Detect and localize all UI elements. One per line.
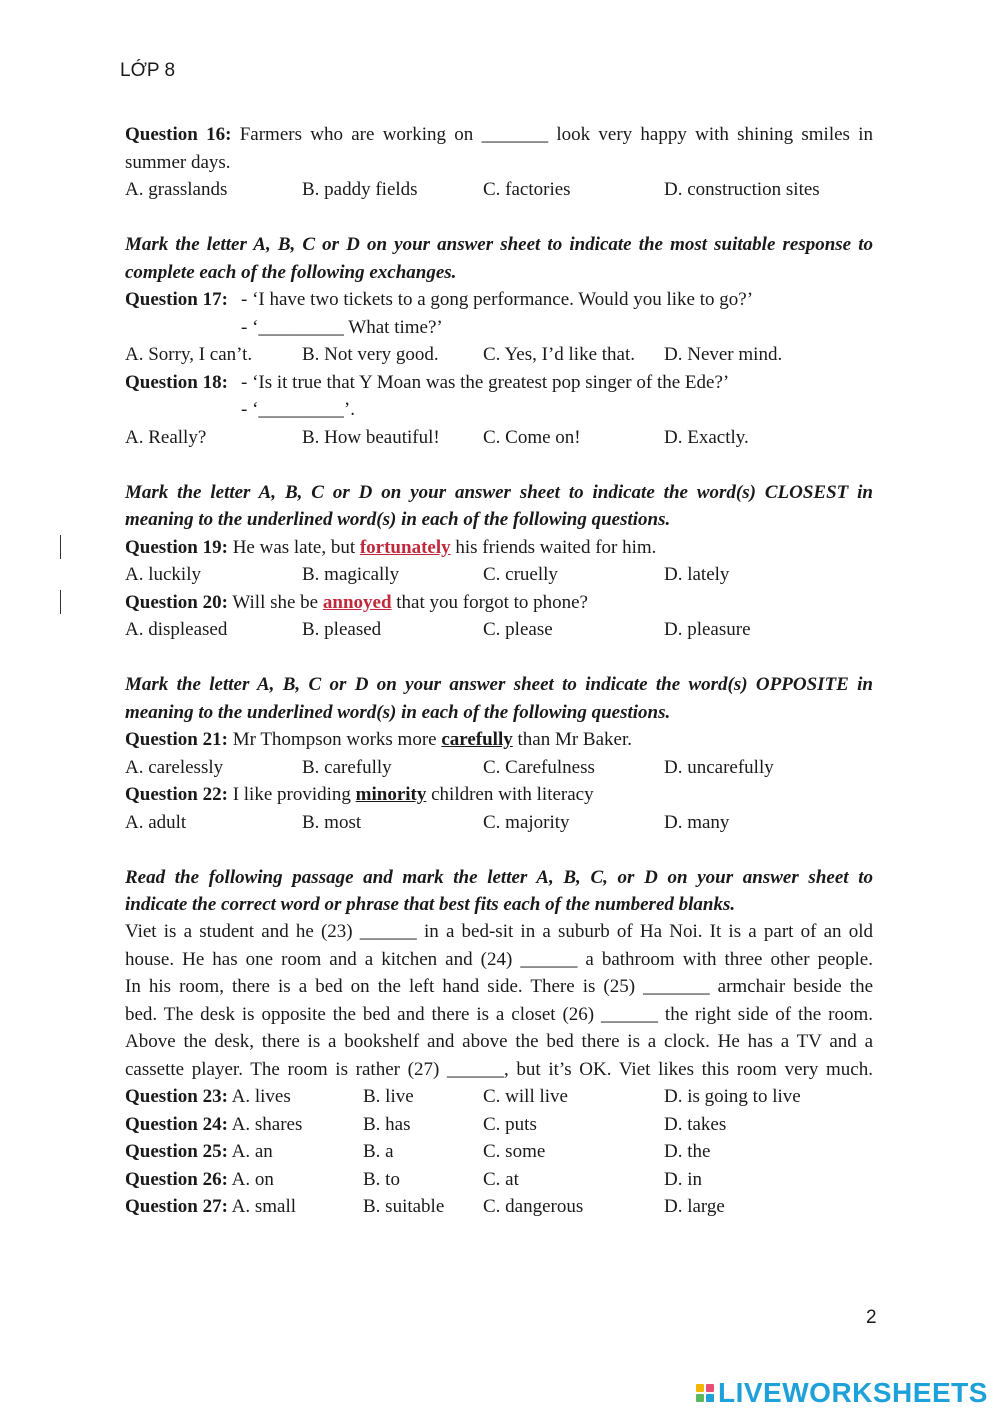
dialogue-line: - ‘_________’. (241, 399, 355, 420)
question-label: Question 18: (125, 372, 228, 393)
question-label: Question 17: (125, 289, 228, 310)
option-c: C. Yes, I’d like that. (483, 344, 635, 365)
question-text: Will she be (227, 592, 323, 613)
option-c: C. Come on! (483, 427, 581, 448)
question-label: Question 27: (125, 1196, 228, 1217)
question-27 (125, 1195, 873, 1219)
dialogue-row (125, 316, 873, 340)
options-row (125, 618, 873, 642)
option-a: A. adult (125, 812, 187, 833)
option-d: D. construction sites (664, 179, 820, 200)
question-16 (125, 123, 873, 147)
option-c: C. factories (483, 179, 571, 200)
option-c: C. at (483, 1169, 519, 1190)
brand-name: LIVEWORKSHEETS (718, 1377, 988, 1408)
option-a: A. luckily (125, 564, 201, 585)
option-d: D. the (664, 1141, 711, 1162)
option-d: D. in (664, 1169, 702, 1190)
question-17 (125, 288, 873, 312)
question-text: I like providing (227, 784, 356, 805)
option-c: C. Carefulness (483, 757, 595, 778)
dialogue-line: - ‘_________ What time?’ (241, 317, 443, 338)
underlined-word: carefully (441, 729, 513, 750)
instruction: Mark the letter A, B, C or D on your answer sheet to indicate the most suitable response to (125, 234, 873, 255)
dialogue-line: - ‘Is it true that Y Moan was the greatest pop singer of the Ede?’ (241, 372, 730, 393)
option-a: A. on (227, 1169, 274, 1190)
option-b: B. carefully (302, 757, 392, 778)
dialogue-line: - ‘I have two tickets to a gong performance. Would you like to go?’ (241, 289, 754, 310)
options-row (125, 426, 873, 450)
option-a: A. an (227, 1141, 273, 1162)
passage-line: house. He has one room and a kitchen and (24) ______ a bathroom with three other people. (125, 949, 873, 970)
passage-line: Viet is a student and he (23) ______ in a bed-sit in a suburb of Ha Noi. It is a part of an old (125, 921, 873, 942)
underlined-word: annoyed (322, 592, 392, 613)
question-label: Question 19: (125, 537, 228, 558)
question-20 (125, 591, 588, 615)
question-label: Question 21: (125, 729, 228, 750)
change-bar (60, 590, 61, 614)
question-18 (125, 371, 873, 395)
options-row (125, 756, 873, 780)
option-b: B. magically (302, 564, 400, 585)
instruction-cont: meaning to the underlined word(s) in each of the following questions. (125, 702, 671, 723)
question-25 (125, 1140, 873, 1164)
option-b: B. live (363, 1086, 414, 1107)
question-label: Question 22: (125, 784, 228, 805)
question-26 (125, 1168, 873, 1192)
instruction-cont: complete each of the following exchanges. (125, 262, 457, 283)
option-d: D. lately (664, 564, 730, 585)
option-b: B. paddy fields (302, 179, 418, 200)
option-d: D. Never mind. (664, 344, 783, 365)
question-text: Mr Thompson works more (227, 729, 442, 750)
option-c: C. will live (483, 1086, 568, 1107)
logo-square (696, 1394, 704, 1402)
option-d: D. takes (664, 1114, 727, 1135)
instruction: Read the following passage and mark the letter A, B, C, or D on your answer sheet to (125, 867, 873, 888)
option-c: C. cruelly (483, 564, 558, 585)
passage-line: bed. The desk is opposite the bed and there is a closet (26) ______ the right side of the room. (125, 1004, 873, 1025)
option-c: C. dangerous (483, 1196, 584, 1217)
question-text: his friends waited for him. (450, 537, 657, 558)
option-a: A. Really? (125, 427, 207, 448)
underlined-word: fortunately (359, 537, 451, 558)
option-a: A. lives (227, 1086, 291, 1107)
option-c: C. puts (483, 1114, 537, 1135)
instruction-cont: meaning to the underlined word(s) in each of the following questions. (125, 509, 671, 530)
logo-square (706, 1394, 714, 1402)
liveworksheets-logo[interactable] (696, 1376, 988, 1410)
options-row (125, 563, 873, 587)
question-23 (125, 1085, 873, 1109)
option-b: B. has (363, 1114, 411, 1135)
question-21 (125, 728, 632, 752)
option-a: A. carelessly (125, 757, 224, 778)
page-number: 2 (866, 1307, 877, 1328)
question-24 (125, 1113, 873, 1137)
option-b: B. to (363, 1169, 400, 1190)
change-bar (60, 535, 61, 559)
option-a: A. grasslands (125, 179, 228, 200)
passage-line: In his room, there is a bed on the left hand side. There is (25) _______ armchair beside the (125, 976, 873, 997)
logo-square (706, 1384, 714, 1392)
option-a: A. displeased (125, 619, 228, 640)
question-text: He was late, but (227, 537, 360, 558)
option-d: D. Exactly. (664, 427, 749, 448)
question-19 (125, 536, 656, 560)
question-text: than Mr Baker. (512, 729, 633, 750)
passage-line: Above the desk, there is a bookshelf and above the bed there is a clock. He has a TV and a (125, 1031, 873, 1052)
option-d: D. many (664, 812, 730, 833)
option-d: D. pleasure (664, 619, 751, 640)
option-d: D. is going to live (664, 1086, 801, 1107)
question-22 (125, 783, 594, 807)
option-a: A. Sorry, I can’t. (125, 344, 253, 365)
question-label: Question 23: (125, 1086, 228, 1107)
options-row (125, 178, 873, 202)
option-b: B. pleased (302, 619, 382, 640)
logo-square (696, 1384, 704, 1392)
instruction: Mark the letter A, B, C or D on your answer sheet to indicate the word(s) CLOSEST in (125, 482, 873, 503)
instruction-cont: indicate the correct word or phrase that best fits each of the numbered blanks. (125, 894, 736, 915)
question-text: that you forgot to phone? (391, 592, 588, 613)
option-b: B. suitable (363, 1196, 445, 1217)
option-d: D. uncarefully (664, 757, 774, 778)
option-b: B. Not very good. (302, 344, 439, 365)
option-c: C. some (483, 1141, 546, 1162)
instruction: Mark the letter A, B, C or D on your answer sheet to indicate the word(s) OPPOSITE in (125, 674, 873, 695)
option-a: A. small (227, 1196, 297, 1217)
question-label: Question 16: (125, 124, 232, 145)
option-a: A. shares (227, 1114, 303, 1135)
underlined-word: minority (355, 784, 427, 805)
option-b: B. How beautiful! (302, 427, 440, 448)
option-c: C. please (483, 619, 553, 640)
option-b: B. most (302, 812, 362, 833)
options-row (125, 811, 873, 835)
options-row (125, 343, 873, 367)
option-c: C. majority (483, 812, 570, 833)
page-header: LỚP 8 (120, 60, 176, 81)
option-d: D. large (664, 1196, 725, 1217)
question-text-cont: summer days. (125, 152, 231, 173)
question-text: Farmers who are working on _______ look very happy with shining smiles in (231, 124, 873, 145)
option-b: B. a (363, 1141, 394, 1162)
dialogue-row (125, 398, 873, 422)
question-text: children with literacy (426, 784, 594, 805)
passage-line: cassette player. The room is rather (27) ______, but it’s OK. Viet likes this room very much. (125, 1059, 873, 1080)
logo-icon (696, 1384, 714, 1402)
question-label: Question 24: (125, 1114, 228, 1135)
question-label: Question 20: (125, 592, 228, 613)
question-label: Question 25: (125, 1141, 228, 1162)
question-label: Question 26: (125, 1169, 228, 1190)
